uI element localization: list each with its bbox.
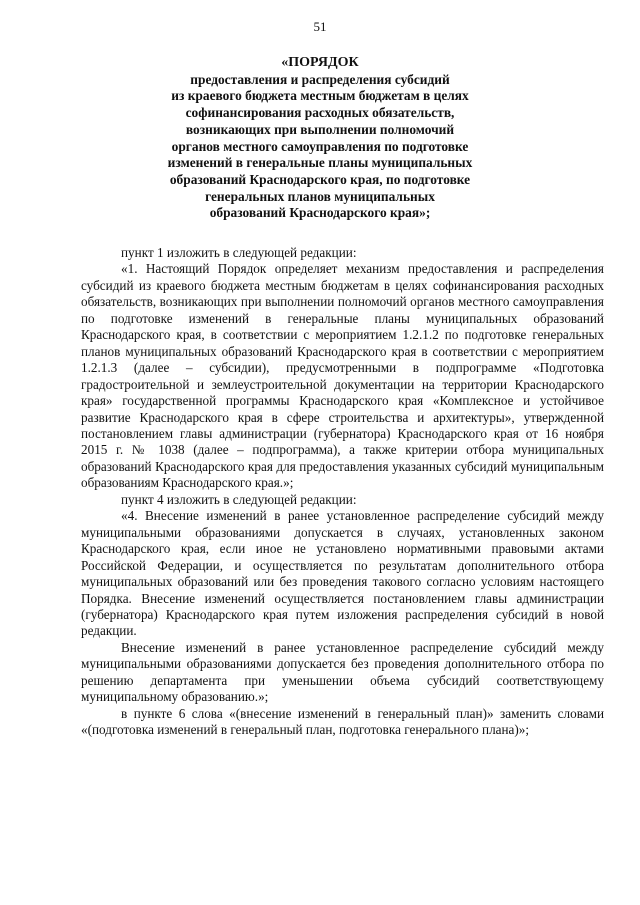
title-line: изменений в генеральные планы муниципальных xyxy=(167,155,473,171)
title-line: возникающих при выполнении полномочий xyxy=(185,121,455,137)
paragraph-amend-point-6: в пункте 6 слова «(внесение изменений в генеральный план)» заменить словами «(подготовка изменений в генеральный план, подготовка генерального плана)»; xyxy=(81,705,604,738)
title-line: «ПОРЯДОК xyxy=(281,55,359,70)
title-line: органов местного самоуправления по подготовке xyxy=(171,138,469,154)
title-line: генеральных планов муниципальных xyxy=(205,188,435,204)
paragraph-point-4-continued: Внесение изменений в ранее установленное распределение субсидий между муниципальными образованиями допускается без проведения дополнительного отбора по решению департамента при уменьшении объема субсидий соответствующему муниципальному образованию.»; xyxy=(81,639,604,705)
paragraph-amend-point-4: пункт 4 изложить в следующей редакции: xyxy=(121,491,357,507)
document-title xyxy=(90,55,550,222)
paragraph-point-1-text: «1. Настоящий Порядок определяет механизм предоставления и распределения субсидий из краевого бюджета местным бюджетам в целях софинансирования расходных обязательств, возникающих при выполнении полномочий органов местного самоуправления по подготовке изменений в генеральные планы муниципальных образований Краснодарского края, в соответствии с мероприятием 1.2.1.2 по подготовке генеральных планов муниципальных образований Краснодарского края в соответствии с мероприятием 1.2.1.3 (далее – субсидии), предусмотренными в подпрограмме «Подготовка градостроительной и землеустроительной документации на территории Краснодарского края» государственной программы Краснодарского края «Комплексное и устойчивое развитие Краснодарского края в сфере строительства и архитектуры», утвержденной постановлением главы администрации (губернатора) Краснодарского края от 16 ноября 2015 г. № 1038 (далее – подпрограмма), а также критерии отбора муниципальных образований Краснодарского края для предоставления указанных субсидий муниципальным образованиям Краснодарского края.»; xyxy=(81,261,604,491)
document-body xyxy=(81,245,604,739)
page-number: 51 xyxy=(313,19,327,34)
title-line: софинансирования расходных обязательств, xyxy=(185,105,455,121)
paragraph-point-4-text: «4. Внесение изменений в ранее установленное распределение субсидий между муниципальными образованиями допускается в случаях, установленных законом Краснодарского края, если иное не установлено нормативными правовыми актами Российской Федерации, и осуществляется по результатам дополнительного отбора муниципальных образований или без проведения такового согласно условиям настоящего Порядка. Внесение изменений осуществляется постановлением главы администрации (губернатора) Краснодарского края путем изложения распределения субсидий в новой редакции. xyxy=(81,508,604,639)
paragraph-amend-point-1: пункт 1 изложить в следующей редакции: xyxy=(121,245,357,260)
title-line: из краевого бюджета местным бюджетам в целях xyxy=(171,88,469,104)
title-line: образований Краснодарского края»; xyxy=(209,205,431,221)
title-line: предоставления и распределения субсидий xyxy=(190,71,450,87)
title-line: образований Краснодарского края, по подготовке xyxy=(169,171,471,187)
